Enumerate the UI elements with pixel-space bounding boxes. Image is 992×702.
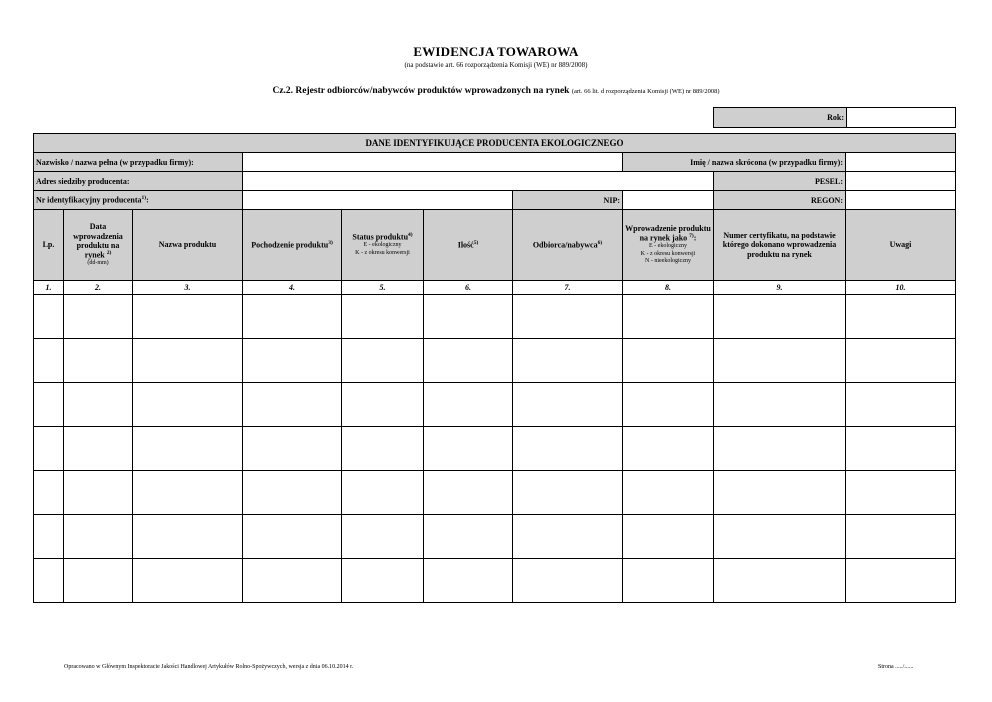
col-header-buyer-text: Odbiorca/nabywca xyxy=(532,240,598,250)
table-cell[interactable] xyxy=(133,383,243,427)
table-cell[interactable] xyxy=(34,471,64,515)
table-cell[interactable] xyxy=(342,427,424,471)
table-row xyxy=(34,515,956,559)
table-cell[interactable] xyxy=(424,383,513,427)
table-cell[interactable] xyxy=(243,471,342,515)
col-header-introduction-footnote: 7) xyxy=(689,232,694,239)
nip-label: NIP: xyxy=(513,191,623,210)
col-header-lp: Lp. xyxy=(34,210,64,281)
column-number: 2. xyxy=(64,281,133,295)
table-cell[interactable] xyxy=(513,383,623,427)
col-header-introduction-n: N - nieekologiczny xyxy=(645,258,691,265)
table-cell[interactable] xyxy=(133,339,243,383)
table-cell[interactable] xyxy=(342,295,424,339)
col-header-product-name: Nazwa produktu xyxy=(133,210,243,281)
table-cell[interactable] xyxy=(64,559,133,603)
col-header-introduction-colon: : xyxy=(693,233,697,243)
table-cell[interactable] xyxy=(714,515,846,559)
table-cell[interactable] xyxy=(64,427,133,471)
table-cell[interactable] xyxy=(714,471,846,515)
table-cell[interactable] xyxy=(623,427,714,471)
col-header-certificate: Numer certyfikatu, na podstawie którego dokonano wprowadzenia produktu na rynek xyxy=(714,210,846,281)
table-cell[interactable] xyxy=(714,383,846,427)
table-cell[interactable] xyxy=(846,427,956,471)
column-number: 4. xyxy=(243,281,342,295)
address-label: Adres siedziby producenta: xyxy=(34,172,243,191)
table-cell[interactable] xyxy=(513,559,623,603)
col-header-date xyxy=(64,210,133,281)
table-cell[interactable] xyxy=(623,339,714,383)
table-row xyxy=(34,295,956,339)
table-cell[interactable] xyxy=(64,515,133,559)
producer-id-footnote: 1) xyxy=(141,195,147,202)
table-cell[interactable] xyxy=(243,515,342,559)
table-cell[interactable] xyxy=(513,427,623,471)
pesel-label: PESEL: xyxy=(714,172,846,191)
col-header-date-footnote: 2) xyxy=(106,249,112,256)
table-cell[interactable] xyxy=(34,427,64,471)
footer-note: Opracowano w Głównym Inspektoracie Jakości Handlowej Artykułów Rolno-Spożywczych, wersja z dnia 06.10.2014 r. xyxy=(64,664,354,670)
register-table xyxy=(33,133,956,603)
year-table xyxy=(713,107,956,128)
col-header-buyer xyxy=(513,210,623,281)
column-number: 8. xyxy=(623,281,714,295)
col-header-quantity-text: Ilość xyxy=(457,240,474,250)
col-header-status xyxy=(342,210,424,281)
table-cell[interactable] xyxy=(513,515,623,559)
regon-label: REGON: xyxy=(714,191,846,210)
table-cell[interactable] xyxy=(424,295,513,339)
col-header-origin xyxy=(243,210,342,281)
table-cell[interactable] xyxy=(342,559,424,603)
table-cell[interactable] xyxy=(243,295,342,339)
table-cell[interactable] xyxy=(64,295,133,339)
table-cell[interactable] xyxy=(424,559,513,603)
table-cell[interactable] xyxy=(424,339,513,383)
table-cell[interactable] xyxy=(133,559,243,603)
col-header-introduction-e: E - ekologiczny xyxy=(649,242,687,249)
table-cell[interactable] xyxy=(64,339,133,383)
producer-id-label xyxy=(34,191,243,210)
year-field[interactable] xyxy=(847,108,956,128)
table-cell[interactable] xyxy=(243,383,342,427)
table-cell[interactable] xyxy=(623,295,714,339)
column-number-row xyxy=(34,281,956,295)
table-row xyxy=(34,383,956,427)
table-cell[interactable] xyxy=(846,339,956,383)
table-cell[interactable] xyxy=(846,295,956,339)
col-header-date-text: Data wprowadzenia produktu na rynek xyxy=(73,222,123,260)
column-number: 1. xyxy=(34,281,64,295)
table-cell[interactable] xyxy=(513,295,623,339)
table-cell[interactable] xyxy=(623,471,714,515)
table-cell[interactable] xyxy=(34,559,64,603)
col-header-status-footnote: 4) xyxy=(408,232,413,239)
table-cell[interactable] xyxy=(342,471,424,515)
col-header-buyer-footnote: 6) xyxy=(597,240,603,247)
table-cell[interactable] xyxy=(846,559,956,603)
table-cell[interactable] xyxy=(64,471,133,515)
producer-id-field[interactable] xyxy=(243,191,513,210)
document-title: EWIDENCJA TOWAROWA xyxy=(413,44,579,59)
table-cell[interactable] xyxy=(243,427,342,471)
col-header-status-k: K - z okresu konwersji xyxy=(355,249,410,256)
table-cell[interactable] xyxy=(342,383,424,427)
table-cell[interactable] xyxy=(846,515,956,559)
table-cell[interactable] xyxy=(424,515,513,559)
table-cell[interactable] xyxy=(243,339,342,383)
table-cell[interactable] xyxy=(34,383,64,427)
column-number: 6. xyxy=(424,281,513,295)
producer-id-colon: : xyxy=(146,195,149,205)
producer-id-label-text: Nr identyfikacyjny producenta xyxy=(36,195,142,205)
table-cell[interactable] xyxy=(714,295,846,339)
column-number: 7. xyxy=(513,281,623,295)
page-number: Strona ...../...... xyxy=(878,664,914,670)
short-name-field[interactable] xyxy=(846,153,956,172)
section-title xyxy=(0,86,992,96)
col-header-introduction xyxy=(623,210,714,281)
col-header-quantity xyxy=(424,210,513,281)
column-number: 9. xyxy=(714,281,846,295)
table-cell[interactable] xyxy=(243,559,342,603)
table-cell[interactable] xyxy=(133,471,243,515)
table-row xyxy=(34,427,956,471)
register-rows xyxy=(34,295,956,603)
section-reference: (art. 66 lit. d rozporządzenia Komisji (WE) nr 889/2008) xyxy=(571,88,720,95)
year-label: Rok: xyxy=(714,108,847,128)
table-cell[interactable] xyxy=(846,471,956,515)
table-cell[interactable] xyxy=(623,515,714,559)
table-cell[interactable] xyxy=(64,383,133,427)
table-cell[interactable] xyxy=(623,383,714,427)
table-cell[interactable] xyxy=(714,559,846,603)
col-header-origin-text: Pochodzenie produktu xyxy=(251,240,329,250)
table-cell[interactable] xyxy=(714,427,846,471)
table-row xyxy=(34,471,956,515)
table-cell[interactable] xyxy=(34,295,64,339)
col-header-quantity-footnote: 5) xyxy=(473,240,479,247)
table-cell[interactable] xyxy=(34,515,64,559)
producer-section-heading: DANE IDENTYFIKUJĄCE PRODUCENTA EKOLOGICZNEGO xyxy=(34,134,956,153)
regon-field[interactable] xyxy=(846,191,956,210)
table-cell[interactable] xyxy=(34,339,64,383)
col-header-date-format: (dd-mm) xyxy=(87,259,109,266)
table-cell[interactable] xyxy=(342,515,424,559)
short-name-label: Imię / nazwa skrócona (w przypadku firmy): xyxy=(623,153,846,172)
table-row xyxy=(34,559,956,603)
full-name-field[interactable] xyxy=(243,153,623,172)
full-name-label: Nazwisko / nazwa pełna (w przypadku firmy): xyxy=(34,153,243,172)
table-cell[interactable] xyxy=(623,559,714,603)
column-number: 3. xyxy=(133,281,243,295)
document-subtitle: (na podstawie art. 66 rozporządzenia Komisji (WE) nr 889/2008) xyxy=(404,61,588,69)
table-cell[interactable] xyxy=(714,339,846,383)
pesel-field[interactable] xyxy=(846,172,956,191)
section-title-text: Cz.2. Rejestr odbiorców/nabywców produktów wprowadzonych na rynek xyxy=(272,86,570,96)
col-header-introduction-text: Wprowadzenie produktu na rynek jako xyxy=(625,223,711,243)
table-cell[interactable] xyxy=(133,515,243,559)
table-cell[interactable] xyxy=(846,383,956,427)
table-cell[interactable] xyxy=(513,339,623,383)
nip-field[interactable] xyxy=(623,191,714,210)
col-header-introduction-k: K - z okresu konwersji xyxy=(640,250,696,257)
table-cell[interactable] xyxy=(342,339,424,383)
column-number: 10. xyxy=(846,281,956,295)
table-cell[interactable] xyxy=(133,295,243,339)
table-row xyxy=(34,339,956,383)
col-header-origin-footnote: 3) xyxy=(328,240,333,247)
table-cell[interactable] xyxy=(424,471,513,515)
col-header-notes: Uwagi xyxy=(846,210,956,281)
table-cell[interactable] xyxy=(133,427,243,471)
table-cell[interactable] xyxy=(513,471,623,515)
column-number: 5. xyxy=(342,281,424,295)
address-field[interactable] xyxy=(243,172,714,191)
col-header-status-text: Status produktu xyxy=(352,232,409,242)
table-cell[interactable] xyxy=(424,427,513,471)
col-header-status-e: E - ekologiczny xyxy=(363,242,402,249)
